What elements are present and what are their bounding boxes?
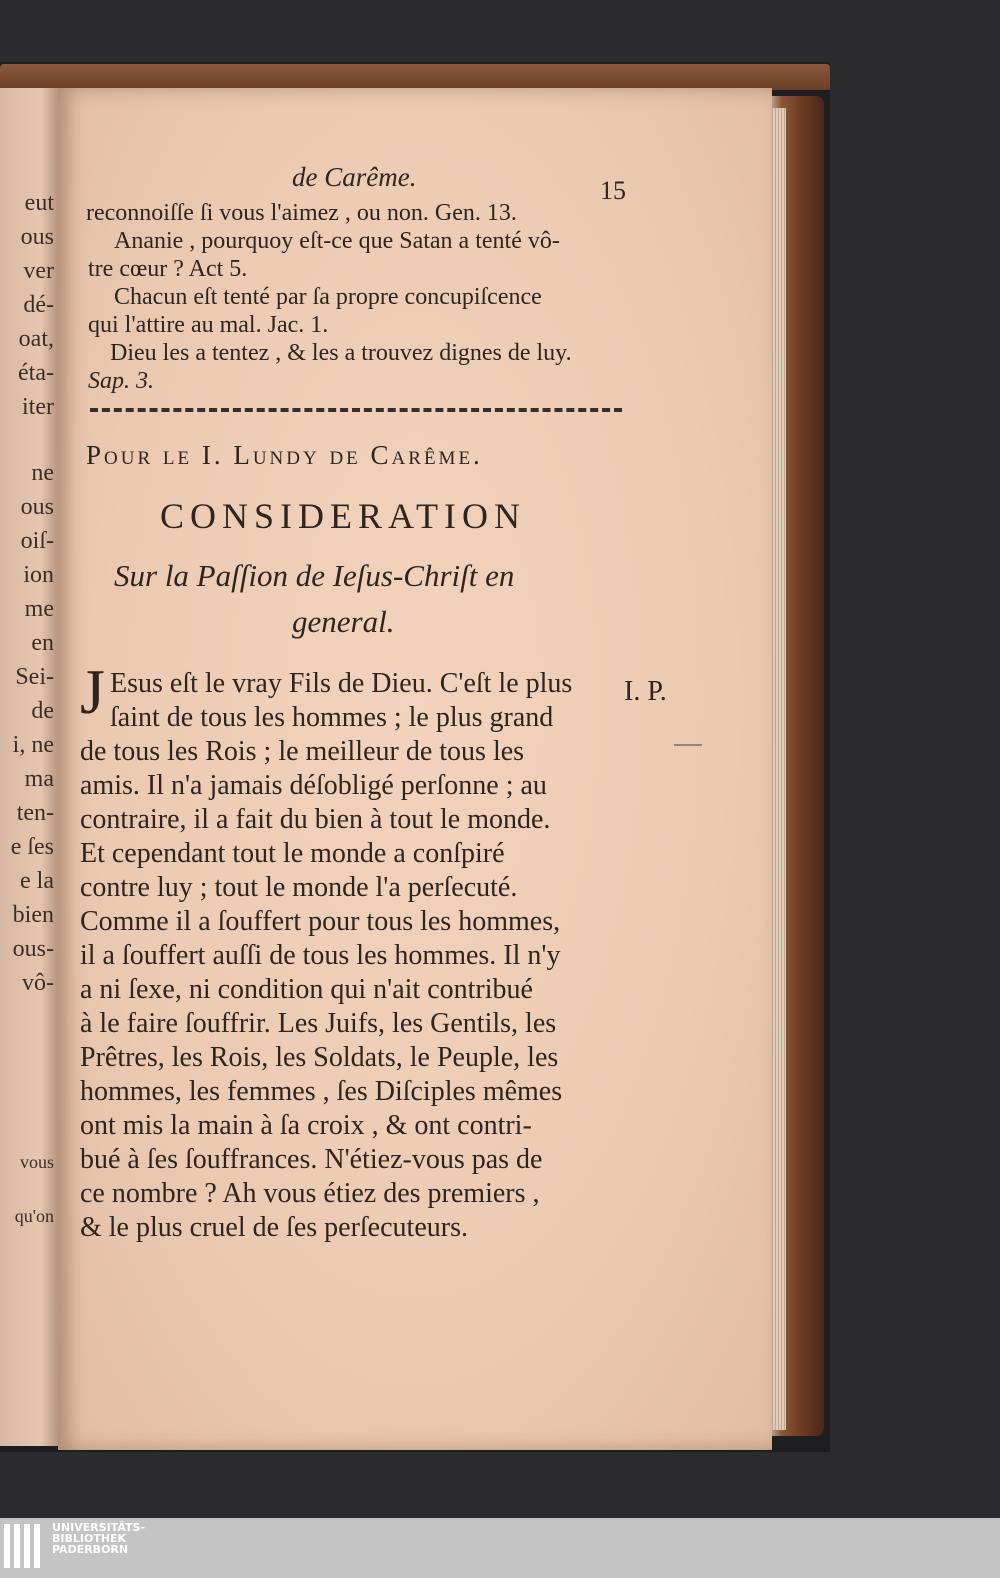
section-heading: Pour le I. Lundy de Carême. [86, 440, 483, 470]
body-line: contraire, il a fait du bien à tout le monde. [80, 804, 551, 835]
library-logo-icon [0, 1524, 46, 1570]
scripture-line: reconnoiſſe ſi vous l'aimez , ou non. Gen. 13. [86, 200, 517, 226]
body-line: ont mis la main à ſa croix , & ont contri- [80, 1110, 532, 1141]
body-line: Esus eſt le vray Fils de Dieu. C'eſt le plus [110, 668, 573, 699]
left-page-fragment: éta- [18, 360, 54, 386]
body-line: & le plus cruel de ſes perſecuteurs. [80, 1212, 468, 1243]
left-page-fragment: eut [24, 190, 54, 216]
scripture-line: Chacun eſt tenté par ſa propre concupiſcence [114, 284, 542, 310]
margin-dash [674, 744, 702, 746]
left-page-fragment: iter [22, 394, 54, 420]
body-line: ſaint de tous les hommes ; le plus grand [110, 702, 554, 733]
section-rule [90, 408, 622, 412]
consideration-title: CONSIDERATION [160, 496, 526, 536]
scripture-line: Sap. 3. [88, 368, 154, 394]
left-page-fragment: e ſes [10, 834, 54, 860]
body-line: ce nombre ? Ah vous étiez des premiers , [80, 1178, 540, 1209]
left-page-fragment: en [31, 630, 54, 656]
footer-bar [0, 1518, 1000, 1578]
body-line: il a ſouffert auſſi de tous les hommes. Il n'y [80, 940, 561, 971]
body-line: Prêtres, les Rois, les Soldats, le Peuple, les [80, 1042, 559, 1073]
left-page-fragment: ne [31, 460, 54, 486]
left-page [0, 88, 58, 1446]
body-line: amis. Il n'a jamais déſobligé perſonne ; au [80, 770, 547, 801]
drop-cap: J [80, 656, 105, 727]
scripture-line: Dieu les a tentez , & les a trouvez dignes de luy. [110, 340, 572, 366]
subtitle-line: general. [292, 604, 395, 639]
left-page-fragment: vous [19, 1152, 54, 1172]
margin-note: I. P. [624, 676, 667, 707]
body-line: Comme il a ſouffert pour tous les hommes, [80, 906, 561, 937]
left-page-fragment: ver [23, 258, 54, 284]
library-logo-line: PADERBORN [52, 1543, 129, 1556]
body-line: Et cependant tout le monde a conſpiré [80, 838, 505, 869]
left-page-fragment: i, ne [12, 732, 54, 758]
left-page-fragment: ma [24, 766, 54, 792]
left-page-fragment: ion [23, 562, 54, 588]
body-line: bué à ſes ſouffrances. N'étiez-vous pas de [80, 1144, 543, 1175]
left-page-fragment: me [24, 596, 54, 622]
scripture-line: Ananie , pourquoy eſt-ce que Satan a tenté vô- [114, 228, 560, 254]
subtitle-line: Sur la Paſſion de Ieſus-Chriſt en [114, 558, 515, 593]
scripture-line: tre cœur ? Act 5. [88, 256, 248, 282]
scripture-line: qui l'attire au mal. Jac. 1. [88, 312, 329, 338]
left-page-fragment: ten- [16, 800, 54, 826]
left-page-fragment: dé- [23, 292, 54, 318]
body-line: a ni ſexe, ni condition qui n'ait contribué [80, 974, 533, 1005]
left-page-fragment: ous [20, 224, 54, 250]
left-page-fragment: e la [20, 868, 54, 894]
book-spine-top [0, 64, 830, 90]
library-logo-line: UNIVERSITÄTS- [52, 1521, 146, 1534]
running-head: de Carême. [292, 162, 417, 192]
left-page-fragment: ous [20, 494, 54, 520]
left-page-fragment: de [31, 698, 54, 724]
left-page-fragment: oiſ- [20, 528, 54, 554]
left-page-fragment: vô- [22, 970, 54, 996]
body-line: contre luy ; tout le monde l'a perſecuté. [80, 872, 518, 903]
left-page-fragment: qu'on [14, 1206, 54, 1226]
left-page-fragment: Sei- [15, 664, 54, 690]
left-page-fragment: oat, [18, 326, 54, 352]
page-number: 15 [600, 176, 626, 205]
left-page-fragment: ous- [12, 936, 54, 962]
body-line: hommes, les femmes , ſes Diſciples mêmes [80, 1076, 563, 1107]
library-logo-line: BIBLIOTHEK [52, 1532, 127, 1545]
body-line: à le faire ſouffrir. Les Juifs, les Gentils, les [80, 1008, 557, 1039]
left-page-fragment: bien [12, 902, 54, 928]
body-line: de tous les Rois ; le meilleur de tous les [80, 736, 525, 767]
